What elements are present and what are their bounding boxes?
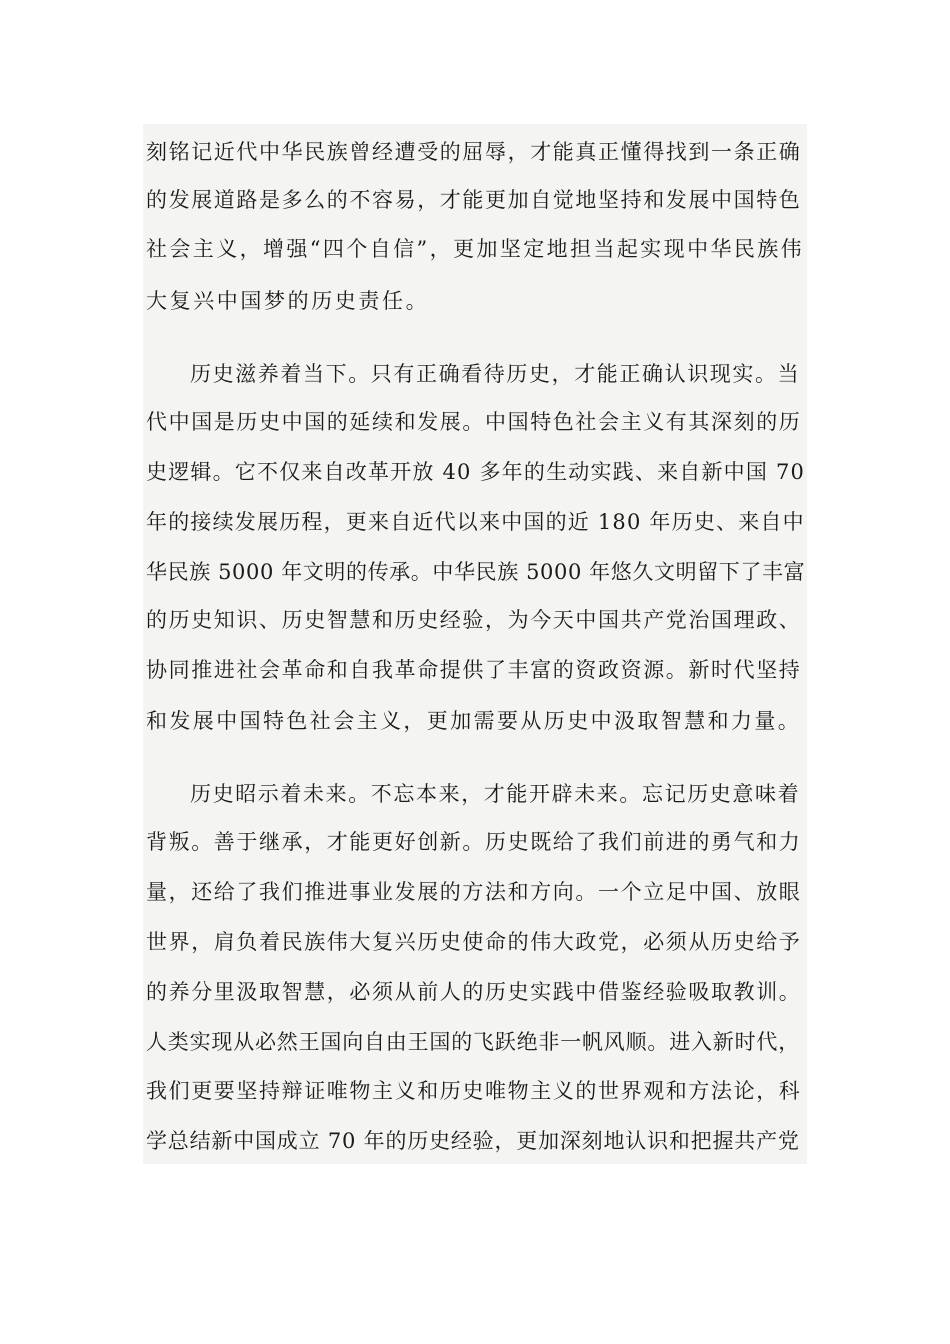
paragraph-2-line-7: 协同推进社会革命和自我革命提供了丰富的资政资源。新时代坚持 (146, 658, 802, 682)
paragraph-2-line-6: 的历史知识、历史智慧和历史经验，为今天中国共产党治国理政、 (146, 608, 802, 632)
paragraph-2-line-2: 代中国是历史中国的延续和发展。中国特色社会主义有其深刻的历 (146, 410, 802, 434)
paragraph-1-line-4: 大复兴中国梦的历史责任。 (146, 289, 430, 313)
paragraph-2-line-3: 史逻辑。它不仅来自改革开放 40 多年的生动实践、来自新中国 70 (146, 460, 806, 484)
paragraph-3-line-8: 学总结新中国成立 70 年的历史经验，更加深刻地认识和把握共产党 (146, 1129, 800, 1153)
paragraph-3-line-1: 历史昭示着未来。不忘本来，才能开辟未来。忘记历史意味着 (190, 782, 801, 806)
paragraph-3-line-2: 背叛。善于继承，才能更好创新。历史既给了我们前进的勇气和力 (146, 830, 802, 854)
paragraph-2-line-4: 年的接续发展历程，更来自近代以来中国的近 180 年历史、来自中 (146, 510, 805, 534)
paragraph-1-line-1: 刻铭记近代中华民族曾经遭受的屈辱，才能真正懂得找到一条正确 (146, 140, 802, 164)
paragraph-3-line-5: 的养分里汲取智慧，必须从前人的历史实践中借鉴经验吸取教训。 (146, 980, 802, 1004)
paragraph-3-line-3: 量，还给了我们推进事业发展的方法和方向。一个立足中国、放眼 (146, 880, 802, 904)
paragraph-3-line-6: 人类实现从必然王国向自由王国的飞跃绝非一帆风顺。进入新时代， (146, 1030, 800, 1054)
paragraph-3-line-4: 世界，肩负着民族伟大复兴历史使命的伟大政党，必须从历史给予 (146, 930, 802, 954)
paragraph-3-line-7: 我们更要坚持辩证唯物主义和历史唯物主义的世界观和方法论，科 (146, 1079, 802, 1103)
paragraph-1-line-2: 的发展道路是多么的不容易，才能更加自觉地坚持和发展中国特色 (146, 188, 802, 212)
paragraph-2-line-1: 历史滋养着当下。只有正确看待历史，才能正确认识现实。当 (190, 362, 801, 386)
paragraph-2-line-5: 华民族 5000 年文明的传承。中华民族 5000 年悠久文明留下了丰富 (146, 560, 806, 584)
paragraph-2-line-8: 和发展中国特色社会主义，更加需要从历史中汲取智慧和力量。 (146, 709, 802, 733)
paragraph-1-line-3: 社会主义，增强“四个自信”，更加坚定地担当起实现中华民族伟 (146, 237, 805, 261)
